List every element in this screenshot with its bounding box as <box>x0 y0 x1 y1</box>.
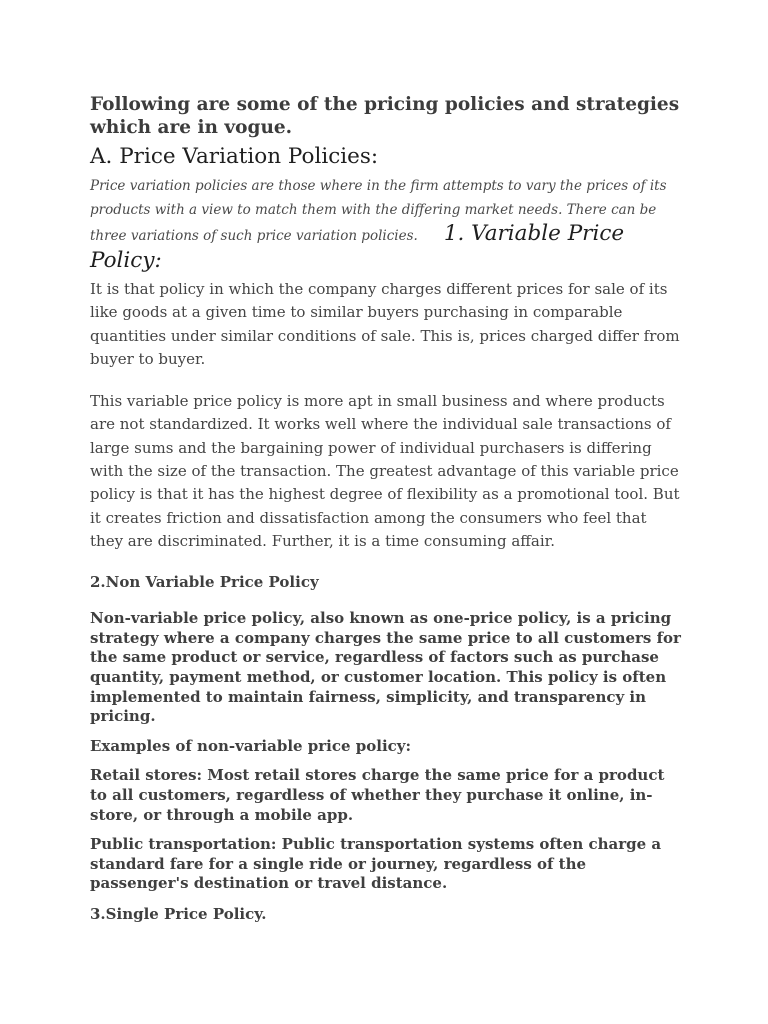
document-page <box>90 93 682 924</box>
policy2-heading: 2.Non Variable Price Policy <box>90 573 319 592</box>
policy2-example-retail: Retail stores: Most retail stores charge the same price for a product to all customers, regardless of whether they purchase it online, in-store, or through a mobile app. <box>90 766 665 824</box>
section-a-intro <box>90 175 682 275</box>
section-a-intro-text: Price variation policies are those where in the firm attempts to vary the prices of its products with a view to match them with the differing market needs. There can be three variations of such price variation policies. <box>90 178 667 244</box>
section-a-heading: A. Price Variation Policies: <box>90 144 379 169</box>
policy2-example-transport: Public transportation: Public transportation systems often charge a standard fare for a single ride or journey, regardless of the passenger's destination or travel distance. <box>90 835 662 893</box>
policy1-paragraph-2: This variable price policy is more apt in small business and where products are not standardized. It works well where the individual sale transactions of large sums and the bargaining power of individual purchasers is differing with the size of the transaction. The greatest advantage of this variable price policy is that it has the highest degree of flexibility as a promotional tool. But it creates friction and dissatisfaction among the consumers who feel that they are discriminated. Further, it is a time consuming affair. <box>90 392 680 550</box>
policy1-paragraph-1: It is that policy in which the company charges different prices for sale of its like goods at a given time to similar buyers purchasing in comparable quantities under similar conditions of sale. This is, prices charged differ from buyer to buyer. <box>90 280 680 368</box>
policy3-heading: 3.Single Price Policy. <box>90 904 267 923</box>
intro-heading: Following are some of the pricing policies and strategies which are in vogue. <box>90 94 680 138</box>
policy2-examples-label: Examples of non-variable price policy: <box>90 736 412 755</box>
policy2-paragraph-1: Non-variable price policy, also known as one-price policy, is a pricing strategy where a company charges the same price to all customers for the same product or service, regardless of factors such as purchase quantity, payment method, or customer location. This policy is often implemented to maintain fairness, simplicity, and transparency in pricing. <box>90 609 681 726</box>
policy1-heading: 1. Variable Price Policy: <box>90 221 625 273</box>
